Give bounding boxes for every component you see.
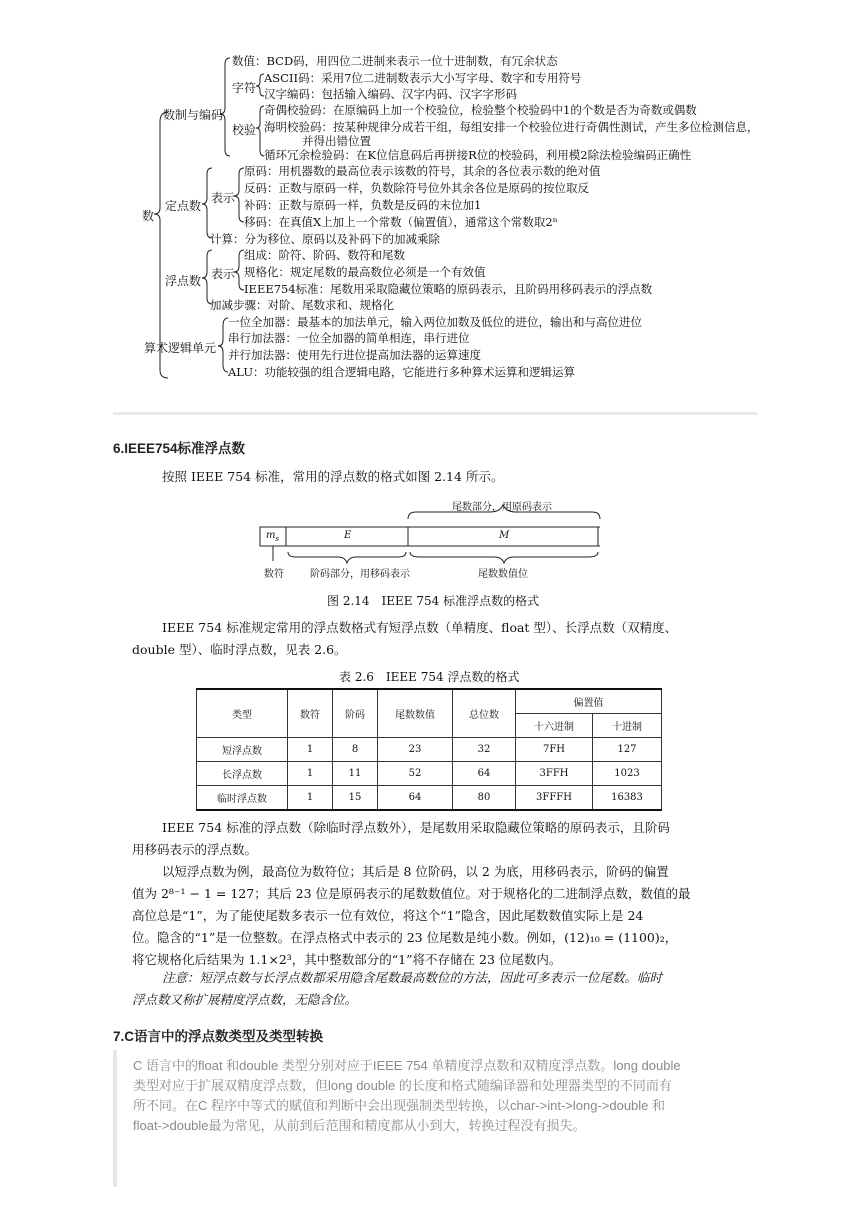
figure-bottom-label-mantissa: 尾数数值位	[478, 569, 528, 580]
section6-para3-line4: 位。隐含的“1”是一位整数。在浮点格式中表示的 23 位尾数是纯小数。例如，(12)₁₀ = (1100)₂，	[132, 930, 678, 945]
section-divider	[113, 412, 758, 415]
section6-para3-line5: 将它规格化后结果为 1.1×2³，其中整数部分的“1”将不存储在 23 位尾数内。	[132, 952, 562, 967]
th-sign: 数符	[288, 689, 333, 738]
figure-field-ms	[266, 530, 279, 543]
tree-line: ALU：功能较强的组合逻辑电路，它能进行多种算术运算和逻辑运算	[228, 365, 576, 379]
tree-line: 循环冗余检验码：在K位信息码后再拼接R位的校验码，利用模2除法检验编码正确性	[264, 148, 692, 162]
tree-line: 移码：在真值X上加上一个常数（偏置值），通常这个常数取2ⁿ	[244, 215, 558, 229]
tree-sub-check: 校验	[232, 123, 257, 137]
tree-root-label: 数	[142, 209, 155, 223]
tree-branch-numsys: 数制与编码	[163, 108, 224, 122]
tree-line: 计算：分为移位、原码以及补码下的加减乘除	[210, 232, 440, 246]
table-cell: 1	[288, 762, 333, 786]
tree-line: 规格化：规定尾数的最高数位必须是一个有效值	[244, 265, 486, 279]
table-row	[197, 786, 662, 811]
section6-para2-line2: 用移码表示的浮点数。	[132, 842, 258, 857]
ieee754-format-table	[196, 688, 662, 811]
tree-line: 海明校验码：按某种规律分成若干组，每组安排一个校验位进行奇偶性测试，产生多位检测信息，	[264, 120, 759, 134]
section7-blockquote	[133, 1056, 743, 1136]
th-type: 类型	[197, 689, 288, 738]
check-brace	[256, 106, 264, 156]
tree-branch-float: 浮点数	[165, 274, 202, 288]
table-row	[197, 738, 662, 762]
section6-para1-line1: IEEE 754 标准规定常用的浮点数格式有短浮点数（单精度、float 型）、长浮点数（双精度、	[162, 620, 678, 635]
th-mantissa: 尾数数值	[378, 689, 453, 738]
tree-line: 汉字编码：包括输入编码、汉字内码、汉字字形码	[264, 87, 517, 101]
table-cell: 临时浮点数	[197, 786, 288, 811]
figure-field-e: E	[344, 530, 352, 541]
section6-note-line2: 浮点数又称扩展精度浮点数，无隐含位。	[132, 992, 358, 1007]
tree-sub-repr-float: 表示	[211, 267, 236, 281]
quote-line: C 语言中的float 和double 类型分别对应于IEEE 754 单精度浮点数和双精度浮点数。long double	[133, 1058, 681, 1073]
exponent-bracket-bottom	[288, 552, 406, 563]
table-cell: 1	[288, 738, 333, 762]
tree-branch-fixed: 定点数	[165, 199, 202, 213]
tree-line: 奇偶校验码：在原编码上加一个校验位，检验整个校验码中1的个数是否为奇数或偶数	[264, 103, 697, 117]
table-cell: 3FFFH	[516, 786, 593, 811]
table-cell: 64	[453, 762, 516, 786]
section6-para3-line3: 高位总是“1”，为了能使尾数多表示一位有效位，将这个“1”隐含，因此尾数数值实际上是 24	[132, 908, 644, 923]
figure-field-m: M	[499, 530, 510, 541]
tree-line: 串行加法器：一位全加器的简单相连，串行进位	[228, 331, 470, 345]
section6-para2-line1: IEEE 754 标准的浮点数（除临时浮点数外），是尾数用采取隐藏位策略的原码表示，且阶码	[162, 820, 670, 835]
table-cell: 3FFH	[516, 762, 593, 786]
table-cell: 短浮点数	[197, 738, 288, 762]
table-cell: 23	[378, 738, 453, 762]
tree-line: ASCII码：采用7位二进制数表示大小写字母、数字和专用符号	[264, 71, 582, 85]
section7-heading: 7.C语言中的浮点数类型及类型转换	[113, 1029, 324, 1044]
th-bias: 偏置值	[516, 689, 662, 714]
figure-caption: 图 2.14 IEEE 754 标准浮点数的格式	[327, 594, 540, 608]
tree-line: 原码：用机器数的最高位表示该数的符号，其余的各位表示数的绝对值	[244, 164, 601, 178]
table-cell: 1	[288, 786, 333, 811]
th-total-bits: 总位数	[453, 689, 516, 738]
section6-note-line1: 注意：短浮点数与长浮点数都采用隐含尾数最高数位的方法，因此可多表示一位尾数。临时	[162, 970, 663, 985]
table-row	[197, 762, 662, 786]
table-cell: 64	[378, 786, 453, 811]
section6-para1-line2: double 型）、临时浮点数，见表 2.6。	[132, 642, 347, 657]
quote-line: 所不同。在C 程序中等式的赋值和判断中会出现强制类型转换，以char->int->long->double 和	[133, 1098, 666, 1113]
table-cell: 127	[593, 738, 662, 762]
tree-line: IEEE754标准：尾数用采取隐藏位策略的原码表示，且阶码用移码表示的浮点数	[244, 282, 653, 296]
table-cell: 11	[333, 762, 378, 786]
section6-para3-line1: 以短浮点数为例，最高位为数符位；其后是 8 位阶码，以 2 为底，用移码表示，阶码的偏置	[162, 864, 669, 879]
section6-heading: 6.IEEE754标准浮点数	[113, 441, 246, 456]
th-bias-dec: 十进制	[593, 714, 662, 738]
table-cell: 长浮点数	[197, 762, 288, 786]
table-cell: 15	[333, 786, 378, 811]
figure-ms-sub: s	[275, 535, 280, 543]
float-repr-brace	[234, 250, 244, 290]
figure-ms-text: m	[266, 530, 276, 541]
ieee754-format-figure	[0, 495, 868, 585]
quote-line: float->double最为常见，从前到后范围和精度都从小到大，转换过程没有损失。	[133, 1118, 586, 1133]
table-caption: 表 2.6 IEEE 754 浮点数的格式	[339, 670, 520, 684]
tree-sub-repr-fixed: 表示	[211, 191, 236, 205]
mantissa-bracket-bottom	[410, 552, 598, 563]
quote-line: 类型对应于扩展双精度浮点数，但long double 的长度和格式随编译器和处理器类型的不同而有	[133, 1078, 672, 1093]
field-m-open-end	[598, 527, 602, 546]
alu-brace	[218, 318, 228, 372]
tree-line: 反码：正数与原码一样，负数除符号位外其余各位是原码的按位取反	[244, 181, 589, 195]
tree-line: 数值：BCD码，用四位二进制来表示一位十进制数，有冗余状态	[232, 54, 558, 68]
th-exponent: 阶码	[333, 689, 378, 738]
table-cell: 7FH	[516, 738, 593, 762]
char-brace	[256, 74, 264, 96]
figure-bottom-label-sign: 数符	[264, 569, 284, 580]
figure-top-label: 尾数部分，用原码表示	[452, 502, 552, 513]
tree-line: 组成：阶符、阶码、数符和尾数	[244, 248, 405, 262]
table-cell: 52	[378, 762, 453, 786]
tree-line: 加减步骤：对阶、尾数求和、规格化	[210, 298, 394, 312]
th-bias-hex: 十六进制	[516, 714, 593, 738]
fixed-repr-brace	[234, 168, 244, 222]
tree-line: 补码：正数与原码一样，负数是反码的末位加1	[244, 198, 482, 212]
table-cell: 80	[453, 786, 516, 811]
tree-line: 并行加法器：使用先行进位提高加法器的运算速度	[228, 348, 481, 362]
section6-intro: 按照 IEEE 754 标准，常用的浮点数的格式如图 2.14 所示。	[162, 469, 504, 484]
figure-bottom-label-exponent: 阶码部分，用移码表示	[310, 569, 410, 580]
tree-line: 并得出错位置	[302, 134, 371, 148]
tree-branch-alu: 算术逻辑单元	[144, 341, 217, 355]
section6-para3-line2: 值为 2⁸⁻¹ − 1 = 127；其后 23 位是原码表示的尾数数值位。对于规格化的二进制浮点数，数值的最	[132, 886, 691, 901]
table-cell: 1023	[593, 762, 662, 786]
tree-line: 一位全加器：最基本的加法单元，输入两位加数及低位的进位，输出和与高位进位	[228, 315, 642, 329]
table-cell: 8	[333, 738, 378, 762]
tree-sub-char: 字符	[232, 81, 257, 95]
table-cell: 16383	[593, 786, 662, 811]
table-cell: 32	[453, 738, 516, 762]
